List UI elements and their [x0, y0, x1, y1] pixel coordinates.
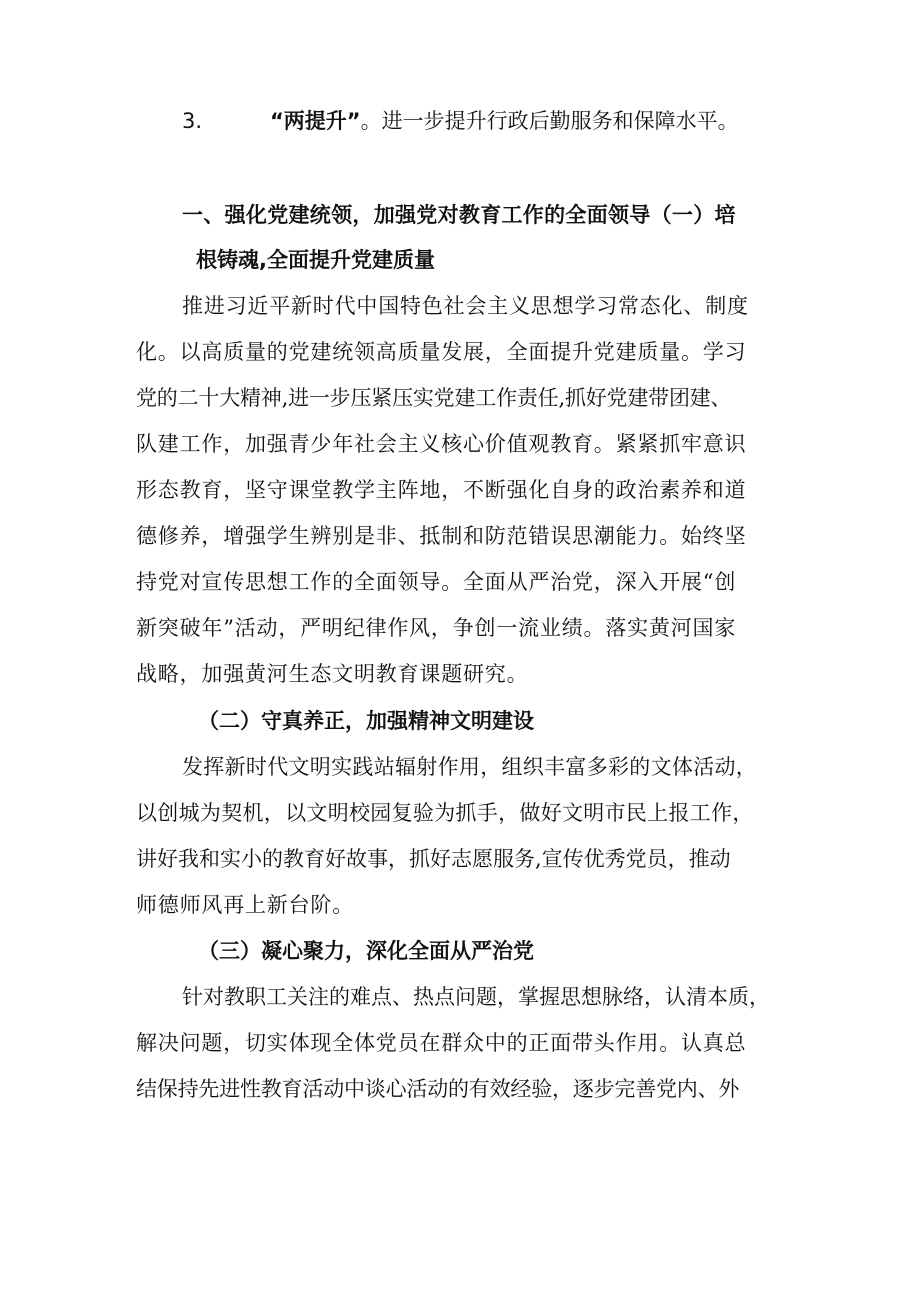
section-1-para-line: 队建工作，加强青少年社会主义核心价值观教育。紧紧抓牢意识	[136, 432, 747, 456]
section-1-para-line: 推进习近平新时代中国特色社会主义思想学习常态化、制度	[182, 294, 749, 318]
section-1-para-line: 持党对宣传思想工作的全面领导。全面从严治党，深入开展“创	[136, 570, 737, 594]
item-3-bold: “两提升”	[270, 109, 361, 133]
item-3-text	[270, 106, 739, 136]
section-3-para-line: 结保持先进性教育活动中谈心活动的有效经验，逐步完善党内、外	[136, 1077, 740, 1101]
section-1-heading-line-1: 一、强化党建统领，加强党对教育工作的全面领导（一）培	[182, 203, 736, 227]
item-number: 3.	[182, 109, 203, 133]
section-2-para-line: 师德师风再上新台阶。	[136, 893, 354, 917]
section-1-heading-line-2: 根铸魂,全面提升党建质量	[196, 248, 435, 272]
item-3-rest: 。进一步提升行政后勤服务和保障水平。	[360, 109, 739, 133]
section-2-heading: （二）守真养正，加强精神文明建设	[198, 709, 534, 733]
section-1-para-line: 新突破年”活动，严明纪律作风，争创一流业绩。落实黄河国家	[136, 616, 737, 640]
section-1-para-line: 德修养，增强学生辨别是非、抵制和防范错误思潮能力。始终坚	[136, 524, 747, 548]
section-3-para-line: 解决问题，切实体现全体党员在群众中的正面带头作用。认真总	[136, 1031, 747, 1055]
section-1-para-line: 形态教育，坚守课堂教学主阵地，不断强化自身的政治素养和道	[136, 478, 747, 502]
section-3-para-line: 针对教职工关注的难点、热点问题，掌握思想脉络，认清本质，	[182, 985, 770, 1009]
section-2-para-line: 以创城为契机，以文明校园复验为抓手，做好文明市民上报工作，	[136, 801, 754, 825]
section-2-para-line: 讲好我和实小的教育好故事，抓好志愿服务,宣传优秀党员，推动	[136, 847, 731, 871]
section-2-para-line: 发挥新时代文明实践站辐射作用，组织丰富多彩的文体活动，	[182, 755, 758, 779]
section-1-para-line: 战略，加强黄河生态文明教育课题研究。	[136, 662, 529, 686]
section-1-para-line: 党的二十大精神,进一步压紧压实党建工作责任,抓好党建带团建、	[136, 386, 732, 410]
section-3-heading: （三）凝心聚力，深化全面从严治党	[198, 939, 534, 963]
section-1-para-line: 化。以高质量的党建统领高质量发展，全面提升党建质量。学习	[136, 340, 747, 364]
